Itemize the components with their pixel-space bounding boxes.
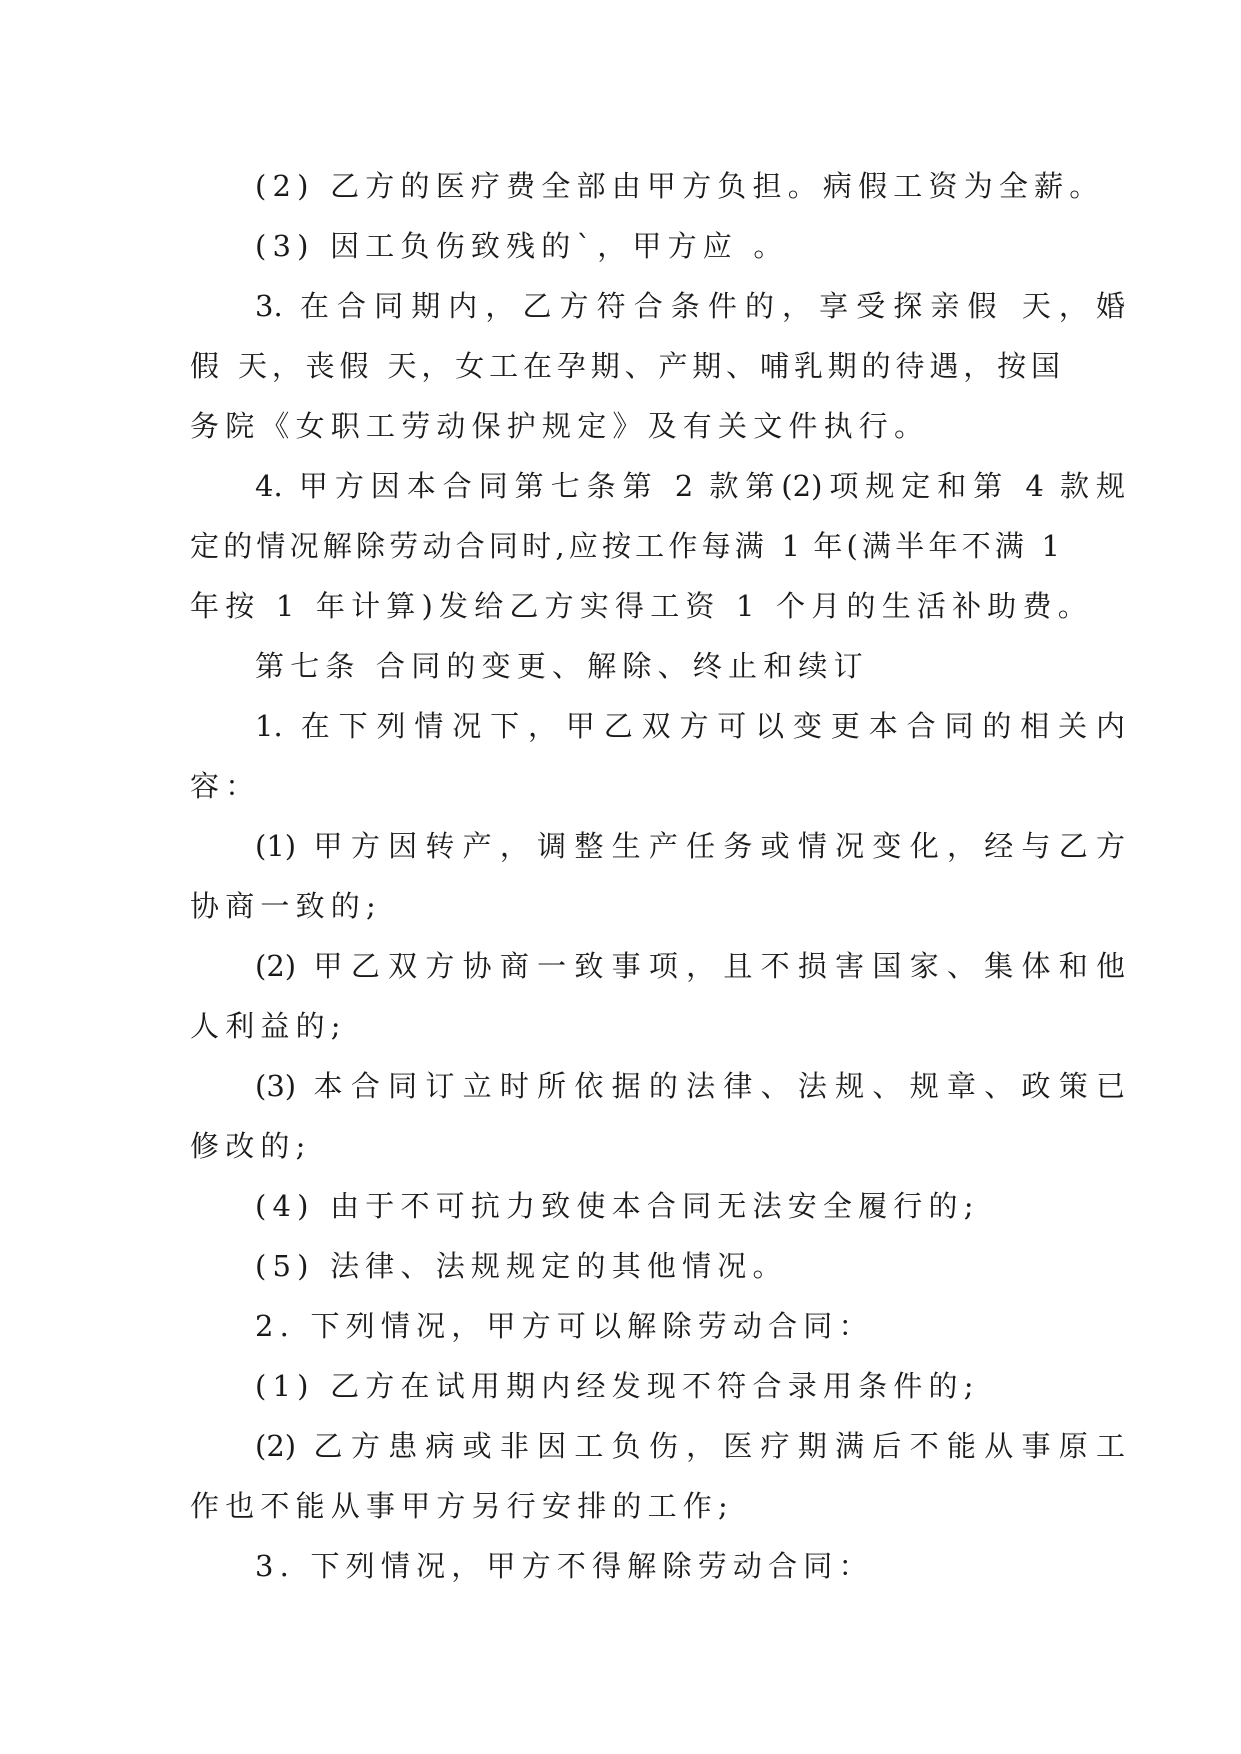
text-line: 容：	[190, 769, 261, 803]
text-line: (2) 甲乙双方协商一致事项，且不损害国家、集体和他	[255, 949, 1125, 983]
text-line: 年按 1 年计算)发给乙方实得工资 1 个月的生活补助费。	[190, 589, 1093, 623]
text-line: 作也不能从事甲方另行安排的工作;	[190, 1489, 734, 1523]
text-line: 4. 甲方因本合同第七条第 2 款第(2)项规定和第 4 款规	[255, 469, 1125, 503]
text-line: 2. 下列情况，甲方可以解除劳动合同：	[255, 1309, 874, 1343]
section-heading: 第七条 合同的变更、解除、终止和续订	[255, 649, 869, 683]
text-line: 3. 在合同期内，乙方符合条件的，享受探亲假 天，婚	[255, 289, 1125, 323]
text-line: 人利益的;	[190, 1009, 347, 1043]
text-line: (1) 乙方在试用期内经发现不符合录用条件的;	[255, 1369, 980, 1403]
text-line: (1) 甲方因转产，调整生产任务或情况变化，经与乙方	[255, 829, 1125, 863]
text-line: 修改的;	[190, 1129, 312, 1163]
text-line: (4) 由于不可抗力致使本合同无法安全履行的;	[255, 1189, 980, 1223]
text-line: (2) 乙方的医疗费全部由甲方负担。病假工资为全薪。	[255, 169, 1105, 203]
text-line: (3) 因工负伤致残的`，甲方应 。	[255, 229, 789, 263]
text-line: 务院《女职工劳动保护规定》及有关文件执行。	[190, 409, 930, 443]
text-line: (2) 乙方患病或非因工负伤，医疗期满后不能从事原工	[255, 1429, 1125, 1463]
text-line: (5) 法律、法规规定的其他情况。	[255, 1249, 788, 1283]
text-line: 定的情况解除劳动合同时,应按工作每满 1 年(满半年不满 1	[190, 529, 1060, 563]
text-line: (3) 本合同订立时所依据的法律、法规、规章、政策已	[255, 1069, 1125, 1103]
text-line: 3. 下列情况，甲方不得解除劳动合同：	[255, 1549, 874, 1583]
text-line: 1. 在下列情况下，甲乙双方可以变更本合同的相关内	[255, 709, 1125, 743]
text-line: 协商一致的;	[190, 889, 382, 923]
text-line: 假 天，丧假 天，女工在孕期、产期、哺乳期的待遇，按国	[190, 349, 1060, 383]
